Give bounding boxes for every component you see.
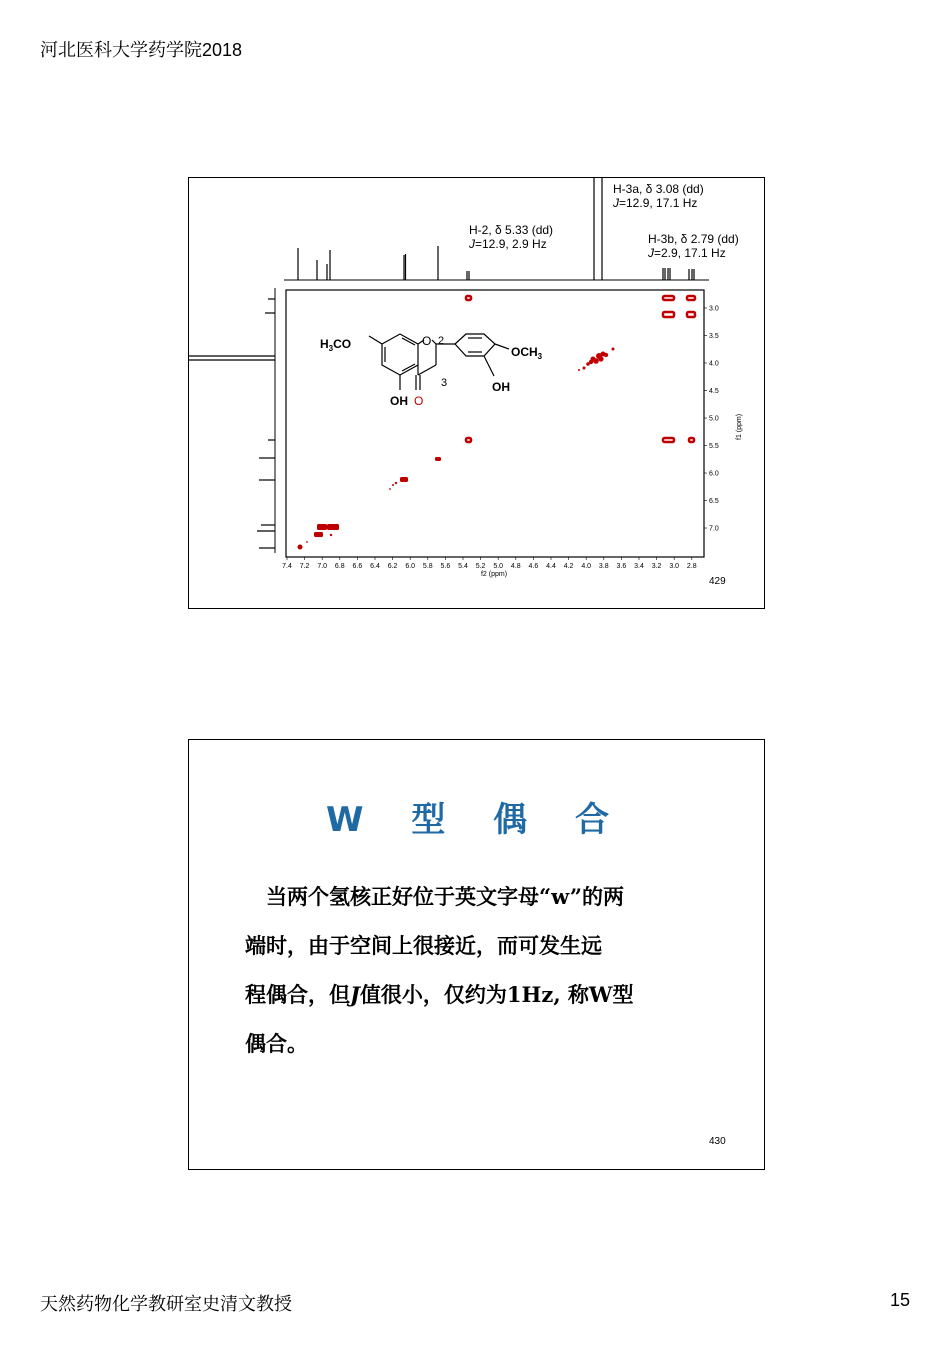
annotation-h3a-j: J xyxy=(613,196,619,210)
annotation-h3b-line1: H-3b, δ 2.79 (dd) xyxy=(648,232,739,246)
label-ring-o: O xyxy=(422,334,432,348)
x-tick-labels xyxy=(282,563,697,578)
label-h3co: $H_3CO$ xyxy=(320,337,352,353)
label-pos2: 2 xyxy=(438,335,445,347)
annotation-h3b-j: J xyxy=(648,246,654,260)
page-number: 15 xyxy=(889,1290,910,1310)
x-tick: 5.2 xyxy=(475,563,486,570)
x-tick: 3.4 xyxy=(634,563,644,570)
y-tick: 3.5 xyxy=(709,333,719,340)
x-tick: 4.0 xyxy=(581,563,592,570)
x-axis-label: f2 (ppm) xyxy=(480,571,508,578)
annotation-h2-line1: H-2, δ 5.33 (dd) xyxy=(469,223,554,237)
x-tick: 4.4 xyxy=(546,563,556,570)
y-tick: 3.0 xyxy=(709,305,719,313)
body-line-2: 端时，由于空间上很接近，而可发生远 xyxy=(245,933,602,958)
annotation-h3b-line2: =2.9, 17.1 Hz xyxy=(654,246,726,260)
x-tick: 7.4 xyxy=(282,563,292,570)
slide-w-coupling xyxy=(188,739,765,1170)
x-tick: 4.8 xyxy=(510,563,521,570)
x-tick: 4.6 xyxy=(528,563,539,570)
x-tick: 6.8 xyxy=(334,563,345,570)
label-carbonyl-o: O xyxy=(414,394,424,408)
body-line-3 xyxy=(245,970,715,1019)
x-tick: 5.8 xyxy=(422,563,433,570)
page-header xyxy=(40,36,242,62)
slide-number: 429 xyxy=(709,576,726,587)
x-tick: 7.2 xyxy=(299,563,310,570)
label-oh-right: OH xyxy=(492,380,510,394)
y-tick: 7.0 xyxy=(709,525,719,533)
slide-body xyxy=(245,872,715,1068)
x-tick: 6.6 xyxy=(352,563,363,570)
header-school: 河北医科大学药学院 xyxy=(40,40,202,61)
label-och3: $OCH_3$ xyxy=(511,345,543,361)
slide-number: 430 xyxy=(709,1136,726,1147)
y-tick: 6.5 xyxy=(709,498,719,505)
annotation-h3a-line1: H-3a, δ 3.08 (dd) xyxy=(613,182,704,196)
header-year: 2018 xyxy=(202,40,243,60)
x-tick: 2.8 xyxy=(686,563,697,570)
body-line-3-j: J xyxy=(350,982,360,1007)
diagonal-peaks xyxy=(298,348,615,550)
x-tick: 5.4 xyxy=(458,563,468,570)
left-1d-spectrum xyxy=(189,288,275,553)
y-tick: 5.5 xyxy=(709,443,719,450)
annotation-h3a-line2: =12.9, 17.1 Hz xyxy=(619,196,698,210)
x-tick: 4.2 xyxy=(563,563,574,570)
x-tick: 6.2 xyxy=(387,563,398,570)
x-tick: 5.6 xyxy=(440,563,451,570)
slide-title: W 型 偶 合 xyxy=(325,800,627,840)
label-pos3: 3 xyxy=(441,377,448,389)
x-tick: 3.8 xyxy=(598,563,609,570)
body-line-3a: 程偶合，但 xyxy=(245,982,350,1007)
slide-cosy-spectrum xyxy=(188,177,765,609)
y-tick: 6.0 xyxy=(709,470,719,478)
x-tick: 5.0 xyxy=(493,563,504,570)
y-axis-label: f1 (ppm) xyxy=(736,413,743,440)
annotation-h3b xyxy=(648,232,739,260)
label-oh-left: OH xyxy=(390,394,408,408)
x-tick: 3.2 xyxy=(651,563,662,570)
y-tick: 4.0 xyxy=(709,360,719,368)
annotation-h2-j: J xyxy=(469,237,475,251)
cosy-plot-frame xyxy=(286,290,704,557)
body-line-1: 当两个氢核正好位于英文字母“w”的两 xyxy=(266,884,625,909)
body-line-3b: 值很小，仅约为1Hz, 称W型 xyxy=(359,982,634,1007)
x-tick: 3.0 xyxy=(669,563,680,570)
page-footer: 天然药物化学教研室史清文教授 xyxy=(40,1294,292,1315)
y-tick: 5.0 xyxy=(709,415,719,423)
annotation-h2-line2: =12.9, 2.9 Hz xyxy=(475,237,547,251)
body-line-4: 偶合。 xyxy=(245,1031,308,1056)
cross-peaks xyxy=(466,296,695,442)
y-tick: 4.5 xyxy=(709,388,719,395)
structure-labels xyxy=(320,334,543,408)
x-tick: 7.0 xyxy=(317,563,328,570)
x-tick: 3.6 xyxy=(616,563,627,570)
annotation-h2 xyxy=(469,223,553,251)
x-tick: 6.4 xyxy=(370,563,380,570)
annotation-h3a xyxy=(613,182,704,210)
y-tick-labels xyxy=(709,306,743,533)
x-tick: 6.0 xyxy=(405,563,416,570)
